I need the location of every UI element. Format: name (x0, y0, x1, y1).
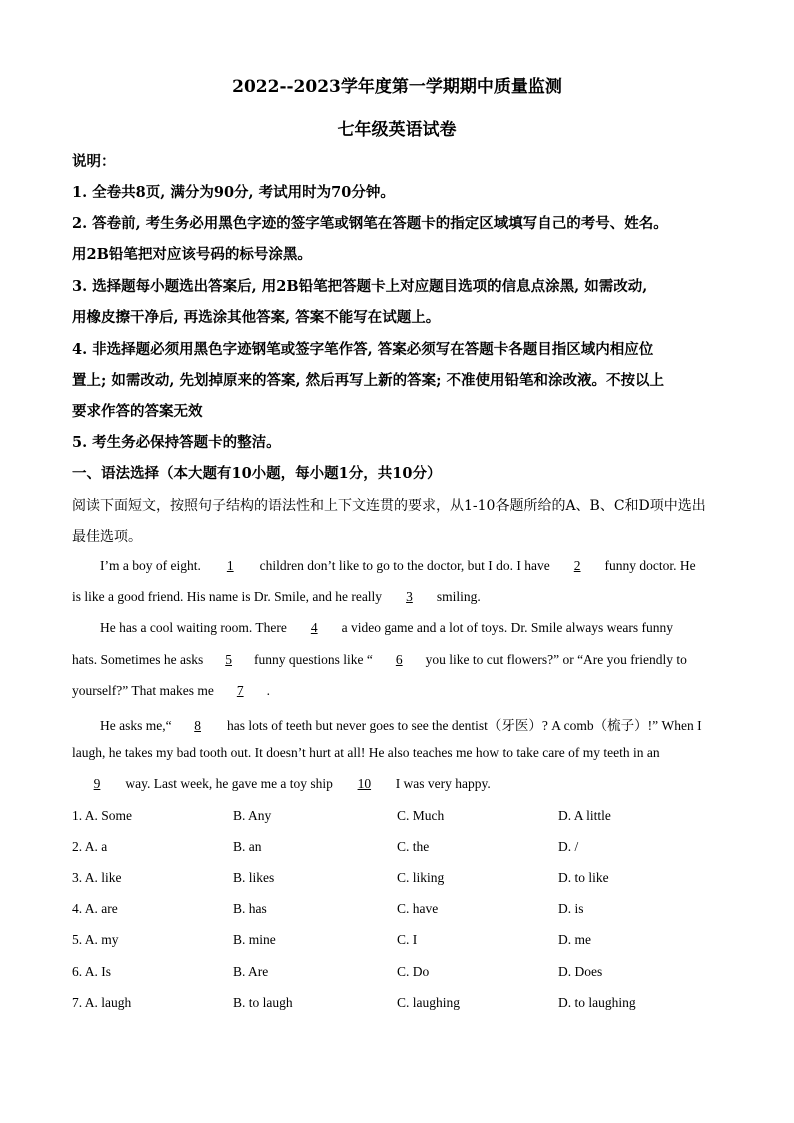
option-b[interactable]: B. has (233, 901, 267, 916)
option-a[interactable]: 6. A. Is (72, 964, 112, 979)
option-a[interactable]: 7. A. laugh (72, 995, 132, 1010)
blank-6: 6 (395, 652, 403, 667)
option-d[interactable]: D. to laughing (558, 995, 636, 1010)
option-a[interactable]: 4. A. are (72, 901, 118, 916)
blank-9: 9 (93, 776, 101, 791)
option-c[interactable]: C. have (397, 901, 439, 916)
option-c[interactable]: C. Much (397, 808, 445, 823)
note-line: 3. 选择题每小题选出答案后, 用2B铅笔把答题卡上对应题目选项的信息点涂黑, 如需改动, (72, 278, 648, 295)
note-line: 用橡皮擦干净后, 再选涂其他答案, 答案不能写在试题上。 (72, 309, 441, 326)
blank-10: 10 (357, 776, 372, 791)
option-d[interactable]: D. / (558, 839, 579, 854)
blank-5: 5 (225, 652, 232, 667)
passage-line: hats. Sometimes he asks 5 funny questions like “ 6 you like to cut flowers?” or “Are you friendly to (72, 652, 687, 667)
option-c[interactable]: C. liking (397, 870, 445, 885)
section-instructions: 阅读下面短文，按照句子结构的语法性和上下文连贯的要求，从1-10各题所给的A、B、C和D项中选出 (72, 498, 706, 514)
passage-line: He asks me,“ 8 has lots of teeth but never goes to see the dentist（牙医）? A comb（梳子）!” When I (100, 718, 702, 733)
option-d[interactable]: D. is (558, 901, 584, 916)
option-b[interactable]: B. Are (233, 964, 269, 979)
note-line: 2. 答卷前, 考生务必用黑色字迹的签字笔或钢笔在答题卡的指定区域填写自己的考号、姓名。 (72, 215, 668, 232)
option-d[interactable]: D. me (558, 932, 591, 947)
option-c[interactable]: C. I (397, 932, 418, 947)
blank-3: 3 (406, 589, 413, 604)
note-line: 4. 非选择题必须用黑色字迹钢笔或签字笔作答, 答案必须写在答题卡各题目指区域内相应位 (72, 341, 654, 358)
blank-2: 2 (573, 558, 581, 573)
notes-label: 说明： (72, 153, 116, 170)
exam-subtitle: 七年级英语试卷 (337, 120, 457, 140)
option-a[interactable]: 2. A. a (72, 839, 108, 854)
option-a[interactable]: 3. A. like (72, 870, 122, 885)
section-instructions: 最佳选项。 (72, 529, 142, 545)
passage-line: I’m a boy of eight. 1 children don’t like to go to the doctor, but I do. I have 2 funny doctor. He (100, 558, 696, 573)
option-a[interactable]: 1. A. Some (72, 808, 133, 823)
option-b[interactable]: B. an (233, 839, 262, 854)
blank-4: 4 (310, 620, 318, 635)
option-d[interactable]: D. A little (558, 808, 611, 823)
note-line: 5. 考生务必保持答题卡的整洁。 (72, 434, 281, 451)
option-b[interactable]: B. to laugh (233, 995, 293, 1010)
blank-7: 7 (236, 683, 244, 698)
option-b[interactable]: B. mine (233, 932, 276, 947)
option-b[interactable]: B. likes (233, 870, 275, 885)
section-heading: 一、语法选择（本大题有10小题，每小题1分，共10分） (72, 465, 442, 482)
passage-line: yourself?” That makes me 7 . (72, 683, 270, 698)
option-c[interactable]: C. laughing (397, 995, 460, 1010)
option-a[interactable]: 5. A. my (72, 932, 119, 947)
note-line: 用2B铅笔把对应该号码的标号涂黑。 (72, 246, 312, 263)
blank-1: 1 (226, 558, 234, 573)
note-line: 1. 全卷共8页, 满分为90分, 考试用时为70分钟。 (72, 184, 395, 201)
option-c[interactable]: C. the (397, 839, 430, 854)
passage-line: laugh, he takes my bad tooth out. It doesn’t hurt at all! He also teaches me how to take care of my teeth in an (72, 745, 660, 760)
note-line: 要求作答的答案无效 (72, 403, 203, 420)
exam-title: 2022--2023学年度第一学期期中质量监测 (232, 77, 562, 97)
passage-line: He has a cool waiting room. There 4 a video game and a lot of toys. Dr. Smile always wears funny (100, 620, 674, 635)
option-d[interactable]: D. to like (558, 870, 609, 885)
passage-line: is like a good friend. His name is Dr. Smile, and he really 3 smiling. (72, 589, 481, 604)
note-line: 置上; 如需改动, 先划掉原来的答案, 然后再写上新的答案; 不准使用铅笔和涂改液。不按以上 (72, 372, 664, 389)
option-b[interactable]: B. Any (233, 808, 272, 823)
option-c[interactable]: C. Do (397, 964, 430, 979)
option-d[interactable]: D. Does (558, 964, 603, 979)
passage-line: 9 way. Last week, he gave me a toy ship 10 I was very happy. (72, 776, 491, 792)
blank-8: 8 (194, 718, 201, 733)
